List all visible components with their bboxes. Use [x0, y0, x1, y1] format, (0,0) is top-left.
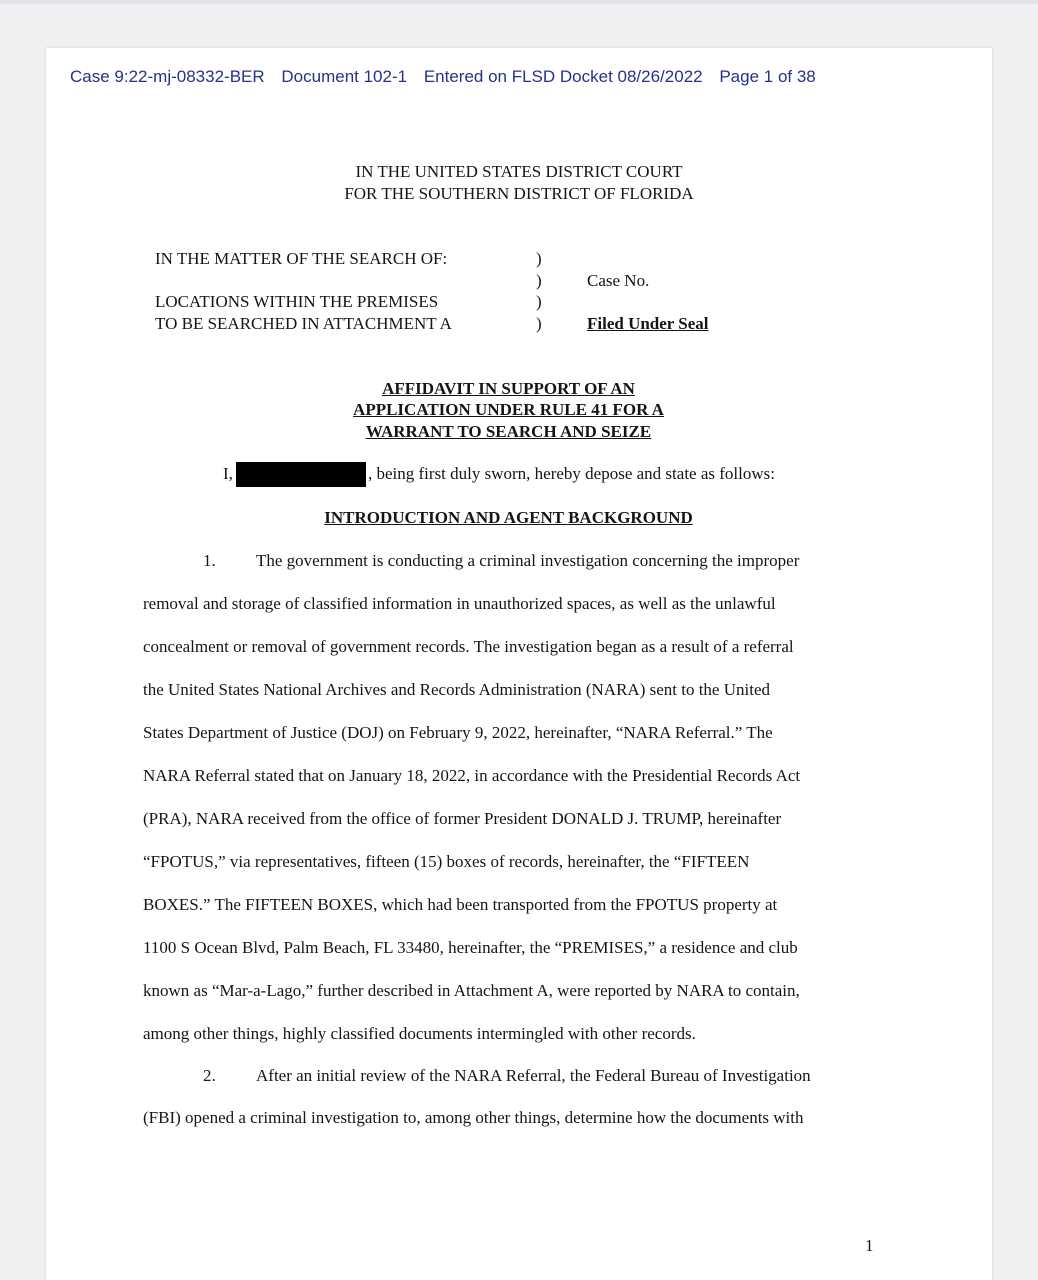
body-line: After an initial review of the NARA Referral, the Federal Bureau of Investigation [256, 1066, 811, 1085]
body-line: 1100 S Ocean Blvd, Palm Beach, FL 33480, hereinafter, the “PREMISES,” a residence and club [143, 938, 798, 957]
oath-suffix: , being first duly sworn, hereby depose and state as follows: [368, 464, 775, 483]
affidavit-title-line2: APPLICATION UNDER RULE 41 FOR A [353, 400, 664, 419]
window-top-edge [0, 0, 1038, 4]
affidavit-title-line1: AFFIDAVIT IN SUPPORT OF AN [382, 379, 635, 398]
document-number: Document 102-1 [281, 67, 408, 86]
caption-matter: IN THE MATTER OF THE SEARCH OF: [155, 249, 448, 268]
body-line: (PRA), NARA received from the office of former President DONALD J. TRUMP, hereinafter [143, 809, 782, 828]
caption-locations-2: TO BE SEARCHED IN ATTACHMENT A [155, 314, 452, 333]
caption-paren: ) [536, 292, 542, 311]
caption-paren: ) [536, 249, 542, 268]
ecf-header [70, 67, 828, 87]
caption-locations-1: LOCATIONS WITHIN THE PREMISES [155, 292, 439, 311]
case-number: Case 9:22-mj-08332-BER [70, 67, 265, 86]
body-line: States Department of Justice (DOJ) on February 9, 2022, hereinafter, “NARA Referral.” The [143, 723, 773, 742]
redaction-bar [236, 462, 366, 487]
court-name-line2: FOR THE SOUTHERN DISTRICT OF FLORIDA [344, 184, 694, 203]
body-line: (FBI) opened a criminal investigation to, among other things, determine how the documents with [143, 1108, 804, 1127]
paragraph-number: 2. [203, 1066, 216, 1085]
oath-prefix: I, [223, 464, 233, 483]
body-line: known as “Mar-a-Lago,” further described in Attachment A, were reported by NARA to contain, [143, 981, 800, 1000]
body-line: The government is conducting a criminal investigation concerning the improper [256, 551, 800, 570]
body-line: BOXES.” The FIFTEEN BOXES, which had been transported from the FPOTUS property at [143, 895, 778, 914]
case-no-label: Case No. [587, 271, 650, 290]
caption-paren: ) [536, 271, 542, 290]
body-line: removal and storage of classified information in unauthorized spaces, as well as the unlawful [143, 594, 776, 613]
court-name-line1: IN THE UNITED STATES DISTRICT COURT [355, 162, 683, 181]
page-count: Page 1 of 38 [719, 67, 816, 86]
body-line: the United States National Archives and Records Administration (NARA) sent to the United [143, 680, 770, 699]
affidavit-title-line3: WARRANT TO SEARCH AND SEIZE [365, 422, 652, 441]
paragraph-number: 1. [203, 551, 216, 570]
page-number: 1 [865, 1236, 874, 1255]
body-line: among other things, highly classified documents intermingled with other records. [143, 1024, 696, 1043]
filed-under-seal: Filed Under Seal [587, 314, 709, 333]
body-line: concealment or removal of government records. The investigation began as a result of a referral [143, 637, 794, 656]
body-line: NARA Referral stated that on January 18, 2022, in accordance with the Presidential Records Act [143, 766, 801, 785]
document-page [46, 48, 992, 1280]
section-heading: INTRODUCTION AND AGENT BACKGROUND [324, 508, 693, 527]
body-line: “FPOTUS,” via representatives, fifteen (15) boxes of records, hereinafter, the “FIFTEEN [143, 852, 750, 871]
caption-paren: ) [536, 314, 542, 333]
docket-entry: Entered on FLSD Docket 08/26/2022 [423, 67, 703, 86]
